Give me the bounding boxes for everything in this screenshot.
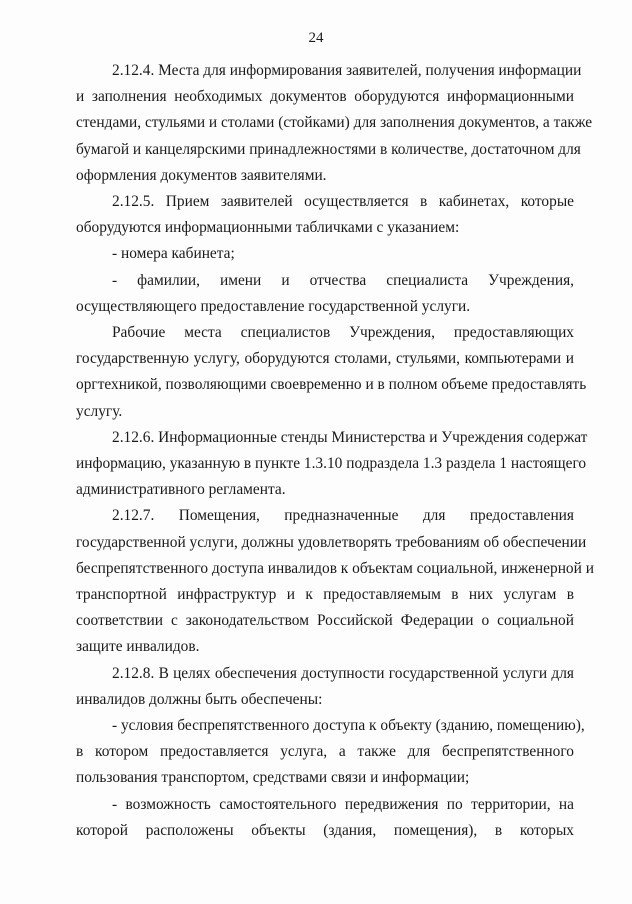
text-line: оформления документов заявителями. [76,166,327,184]
text-line: соответствии с законодательством Российской Федерации о социальной [76,612,574,630]
document-body [76,58,594,844]
text-line: 2.12.8. В целях обеспечения доступности государственной услуги для [112,664,574,682]
text-line: услугу. [76,402,123,420]
text-line: - условия беспрепятственного доступа к объекту (зданию, помещению), [112,717,585,735]
text-line: оргтехникой, позволяющими своевременно и в полном объеме предоставлять [76,376,587,394]
text-line: беспрепятственного доступа инвалидов к объектам социальной, инженерной и [76,559,594,577]
text-line: оборудуются информационными табличками с указанием: [76,219,460,237]
page-number: 24 [308,30,324,46]
text-line: 2.12.5. Прием заявителей осуществляется в кабинетах, которые [112,193,574,211]
text-line: государственную услугу, оборудуются столами, стульями, компьютерами и [76,350,574,368]
text-line: и заполнения необходимых документов оборудуются информационными [76,88,574,106]
text-line: государственной услуги, должны удовлетворять требованиям об обеспечении [76,533,587,551]
text-line: административного регламента. [76,481,286,499]
text-line: осуществляющего предоставление государственной услуги. [76,297,471,315]
text-line: стендами, стульями и столами (стойками) для заполнения документов, а также [76,114,593,132]
text-line: 2.12.7. Помещения, предназначенные для предоставления [112,507,574,525]
text-line: инвалидов должны быть обеспечены: [76,690,323,708]
text-line: - возможность самостоятельного передвижения по территории, на [112,795,574,813]
text-line: 2.12.6. Информационные стенды Министерства и Учреждения содержат [112,428,588,446]
text-line: пользования транспортом, средствами связи и информации; [76,769,470,787]
text-line: которой расположены объекты (здания, помещения), в которых [76,821,574,839]
text-line: Рабочие места специалистов Учреждения, предоставляющих [112,324,574,342]
text-line: транспортной инфраструктур и к предоставляемым в них услугам в [76,586,574,604]
text-line: информацию, указанную в пункте 1.3.10 подраздела 1.3 раздела 1 настоящего [76,455,587,473]
text-line: защите инвалидов. [76,638,200,656]
text-line: - фамилии, имени и отчества специалиста Учреждения, [112,271,574,289]
text-line: 2.12.4. Места для информирования заявителей, получения информации [112,62,582,79]
text-line: - номера кабинета; [112,245,235,263]
text-line: в котором предоставляется услуга, а также для беспрепятственного [76,743,574,761]
text-line: бумагой и канцелярскими принадлежностями в количестве, достаточном для [76,140,581,158]
